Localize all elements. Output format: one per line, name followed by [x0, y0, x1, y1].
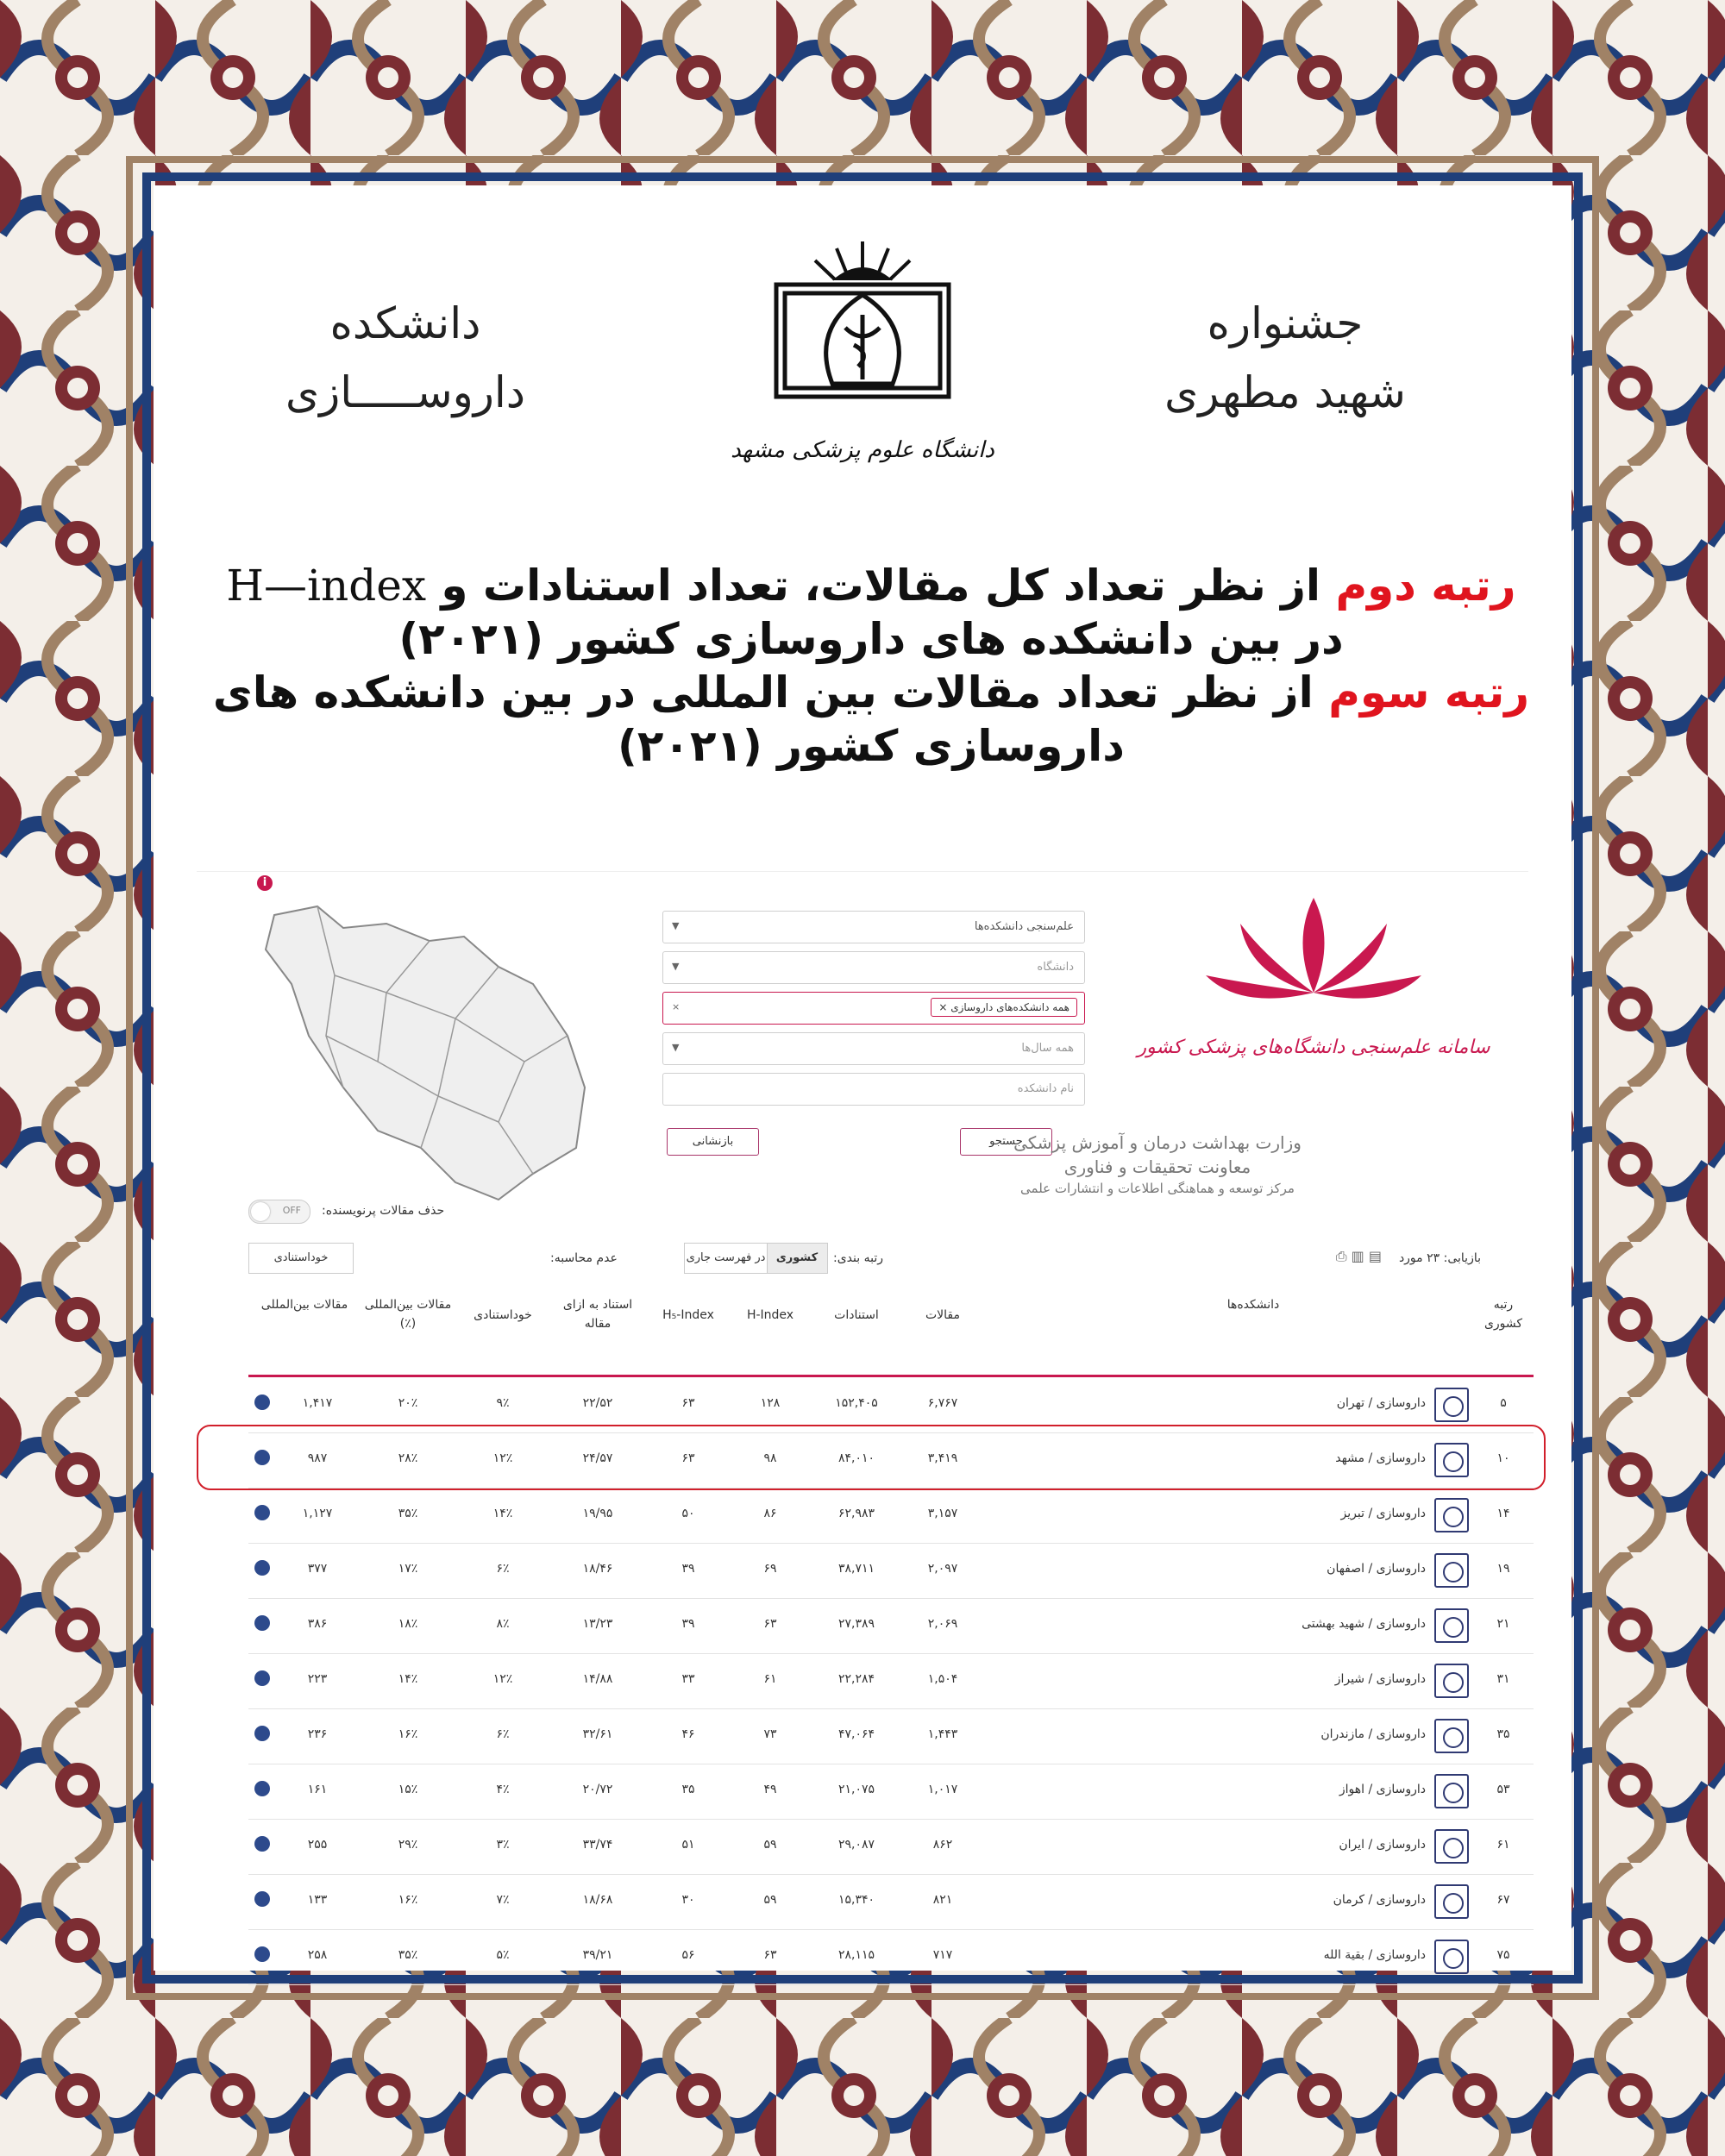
cell-faculty-name[interactable]: داروسازی / تبریز [1340, 1507, 1426, 1520]
rank2-latin: H—index [226, 561, 427, 611]
cell-citations: ۴۷,۰۶۴ [837, 1727, 875, 1741]
cell-citations: ۲۷,۳۸۹ [837, 1617, 875, 1631]
cell-cpa: ۲۴/۵۷ [582, 1451, 613, 1465]
cell-ipct: ۱۵٪ [398, 1783, 418, 1796]
cell-h5: ۳۰ [681, 1893, 695, 1907]
cell-h: ۴۹ [763, 1783, 777, 1796]
cell-faculty-name[interactable]: داروسازی / مشهد [1335, 1451, 1426, 1465]
festival-line2: شهید مطهری [1164, 367, 1406, 417]
headline [198, 559, 1544, 773]
faculty-title [233, 289, 578, 427]
cell-citations: ۶۲,۹۸۳ [837, 1507, 875, 1520]
university-emblem-icon [1434, 1719, 1469, 1753]
cell-cpa: ۳۹/۲۱ [582, 1948, 613, 1962]
faculty-name-placeholder: نام دانشکده [1017, 1082, 1074, 1095]
globe-icon[interactable] [254, 1836, 270, 1852]
cell-h: ۵۹ [763, 1893, 777, 1907]
cell-self: ۶٪ [496, 1727, 510, 1741]
cell-faculty-name[interactable]: داروسازی / ایران [1339, 1838, 1426, 1852]
cell-cpa: ۳۳/۷۴ [582, 1838, 613, 1852]
rank-national-button[interactable]: کشوری [766, 1243, 828, 1274]
cell-cpa: ۳۲/۶۱ [582, 1727, 613, 1741]
cell-intl: ۳۷۷ [307, 1562, 328, 1576]
emblem-mark [1443, 1617, 1464, 1638]
university-emblem-icon [1434, 1553, 1469, 1588]
level-select-value: علم‌سنجی دانشکده‌ها [974, 920, 1074, 933]
cell-ipct: ۱۴٪ [398, 1672, 418, 1686]
cell-ipct: ۱۸٪ [398, 1617, 418, 1631]
ministry-line2: معاونت تحقیقات و فناوری [1063, 1156, 1251, 1177]
th-faculty[interactable]: دانشکده‌ها [1226, 1298, 1280, 1312]
scientometrics-screenshot [197, 871, 1528, 1962]
cell-rank: ۱۹ [1496, 1562, 1510, 1576]
cell-articles: ۸۶۲ [932, 1838, 953, 1852]
cell-h5: ۳۳ [681, 1672, 695, 1686]
th-intl[interactable]: مقالات بین‌المللی [260, 1298, 348, 1312]
toggle-knob [251, 1202, 270, 1221]
table-row[interactable] [248, 1819, 1534, 1875]
rank2-text-b: در بین دانشکده های داروسازی کشور (۲۰۲۱) [398, 614, 1344, 664]
cell-h5: ۵۶ [681, 1948, 695, 1962]
emblem-mark [1443, 1672, 1464, 1693]
cell-self: ۴٪ [496, 1783, 510, 1796]
globe-icon[interactable] [254, 1670, 270, 1686]
ministry-line1: وزارت بهداشت درمان و آموزش پزشکی [1013, 1132, 1302, 1153]
university-select[interactable] [662, 951, 1085, 984]
search-button[interactable]: جستجو [960, 1128, 1052, 1156]
cell-h: ۱۲۸ [760, 1396, 781, 1410]
cell-intl: ۹۸۷ [307, 1451, 328, 1465]
clear-icon[interactable]: × [672, 1001, 681, 1012]
faculty-line1: دانشکده [329, 298, 481, 348]
cell-intl: ۱۳۳ [307, 1893, 328, 1907]
cell-intl: ۲۳۶ [307, 1727, 328, 1741]
cell-h: ۸۶ [763, 1507, 777, 1520]
chevron-down-icon: ▼ [672, 920, 680, 931]
cell-articles: ۳,۴۱۹ [927, 1451, 958, 1465]
emblem-mark [1443, 1507, 1464, 1527]
university-emblem-icon [1434, 1498, 1469, 1532]
cell-rank: ۳۵ [1496, 1727, 1510, 1741]
table-header [248, 1280, 1534, 1377]
cell-ipct: ۱۷٪ [398, 1562, 418, 1576]
cell-self: ۷٪ [496, 1893, 510, 1907]
toggle-state: OFF [282, 1205, 301, 1216]
festival-title [1113, 289, 1458, 427]
cell-ipct: ۳۵٪ [398, 1507, 418, 1520]
cell-intl: ۲۵۵ [307, 1838, 328, 1852]
cell-self: ۸٪ [496, 1617, 510, 1631]
cell-ipct: ۳۵٪ [398, 1948, 418, 1962]
info-icon[interactable]: i [257, 875, 273, 891]
th-hindex[interactable]: H-Index [746, 1308, 794, 1322]
brand-text: سامانه علم‌سنجی دانشگاه‌های پزشکی کشور [1137, 1037, 1490, 1058]
reset-button[interactable]: بازنشانی [667, 1128, 759, 1156]
globe-icon[interactable] [254, 1615, 270, 1631]
th-articles[interactable]: مقالات [925, 1308, 960, 1322]
emblem-mark [1443, 1783, 1464, 1803]
result-count: بازیابی: ۲۳ مورد [1398, 1251, 1481, 1265]
university-logo [731, 233, 994, 492]
logo-caption: دانشگاه علوم پزشکی مشهد [731, 437, 994, 463]
years-select[interactable] [662, 1032, 1085, 1065]
globe-icon[interactable] [254, 1946, 270, 1962]
cell-rank: ۳۱ [1496, 1672, 1510, 1686]
cell-h: ۶۳ [763, 1948, 777, 1962]
cell-citations: ۳۸,۷۱۱ [837, 1562, 875, 1576]
cell-h5: ۵۱ [681, 1838, 695, 1852]
cell-ipct: ۱۶٪ [398, 1893, 418, 1907]
faculty-name-input[interactable] [662, 1073, 1085, 1106]
cell-faculty-name[interactable]: داروسازی / کرمان [1333, 1893, 1426, 1907]
cell-intl: ۱,۴۱۷ [302, 1396, 333, 1410]
cell-h: ۶۳ [763, 1617, 777, 1631]
cell-h5: ۳۹ [681, 1617, 695, 1631]
cell-articles: ۱,۰۱۷ [927, 1783, 958, 1796]
cell-cpa: ۱۸/۴۶ [582, 1562, 613, 1576]
cell-intl: ۲۵۸ [307, 1948, 328, 1962]
cell-cpa: ۱۸/۶۸ [582, 1893, 613, 1907]
cell-articles: ۱,۴۴۳ [927, 1727, 958, 1741]
cell-h5: ۵۰ [681, 1507, 695, 1520]
table-row[interactable] [248, 1929, 1534, 1985]
cell-citations: ۲۲,۲۸۴ [837, 1672, 875, 1686]
rank2-text-a: از نظر تعداد کل مقالات، تعداد استنادات و [426, 561, 1336, 611]
cell-articles: ۸۲۱ [932, 1893, 953, 1907]
cell-h: ۶۹ [763, 1562, 777, 1576]
table-row[interactable] [248, 1488, 1534, 1544]
globe-icon[interactable] [254, 1891, 270, 1907]
globe-icon[interactable] [254, 1726, 270, 1741]
faculty-select[interactable] [662, 992, 1085, 1025]
cell-rank: ۶۷ [1496, 1893, 1510, 1907]
cell-intl: ۱,۱۲۷ [302, 1507, 333, 1520]
th-rank[interactable]: رتبه کشوری [1484, 1298, 1523, 1331]
rank2-line [198, 559, 1544, 666]
emblem-mark [1443, 1838, 1464, 1858]
university-emblem-icon [1434, 1829, 1469, 1864]
table-row[interactable] [248, 1543, 1534, 1599]
cell-h: ۷۳ [763, 1727, 777, 1741]
cell-cpa: ۱۴/۸۸ [582, 1672, 613, 1686]
cell-intl: ۳۸۶ [307, 1617, 328, 1631]
cell-faculty-name[interactable]: داروسازی / تهران [1336, 1396, 1426, 1410]
cell-h5: ۳۹ [681, 1562, 695, 1576]
cell-rank: ۷۵ [1496, 1948, 1510, 1962]
emblem-mark [1443, 1562, 1464, 1583]
university-emblem-icon [1434, 1774, 1469, 1808]
cell-articles: ۲,۰۹۷ [927, 1562, 958, 1576]
cell-articles: ۳,۱۵۷ [927, 1507, 958, 1520]
cell-h5: ۳۵ [681, 1783, 695, 1796]
cell-self: ۹٪ [496, 1396, 510, 1410]
cell-citations: ۲۸,۱۱۵ [837, 1948, 875, 1962]
cell-faculty-name[interactable]: داروسازی / مازندران [1320, 1727, 1426, 1741]
globe-icon[interactable] [254, 1395, 270, 1410]
faculty-chip[interactable]: همه دانشکده‌های داروسازی × [931, 998, 1077, 1017]
cell-self: ۳٪ [496, 1838, 510, 1852]
cell-ipct: ۲۰٪ [398, 1396, 418, 1410]
emblem-mark [1443, 1727, 1464, 1748]
cell-ipct: ۲۸٪ [398, 1451, 418, 1465]
rank2-label: رتبه دوم [1335, 561, 1516, 611]
globe-icon[interactable] [254, 1560, 270, 1576]
th-h5index[interactable]: H₅-Index [662, 1308, 714, 1322]
cell-self: ۱۴٪ [492, 1507, 513, 1520]
cell-faculty-name[interactable]: داروسازی / اهواز [1339, 1783, 1426, 1796]
cell-intl: ۲۲۳ [307, 1672, 328, 1686]
export-icons[interactable]: ▤ ▥ ⎙ [1335, 1248, 1382, 1264]
university-emblem-icon [1434, 1664, 1469, 1698]
rank-by-label: رتبه بندی: [833, 1251, 883, 1265]
cell-faculty-name[interactable]: داروسازی / شهید بهشتی [1302, 1617, 1426, 1631]
th-citations[interactable]: استنادات [834, 1308, 879, 1322]
ministry-block [950, 1131, 1364, 1198]
chevron-down-icon: ▼ [672, 961, 680, 972]
table-row[interactable] [248, 1764, 1534, 1820]
years-select-value: همه سال‌ها [1021, 1042, 1074, 1055]
calc-label: عدم محاسبه: [550, 1251, 618, 1265]
cell-rank: ۱۰ [1496, 1451, 1510, 1465]
cell-ipct: ۲۹٪ [398, 1838, 418, 1852]
ministry-line3: مرکز توسعه و هماهنگی اطلاعات و انتشارات علمی [1020, 1181, 1295, 1196]
iran-map[interactable] [240, 889, 611, 1208]
cell-rank: ۵ [1500, 1396, 1507, 1410]
university-emblem-icon [1434, 1884, 1469, 1919]
cell-articles: ۷۱۷ [932, 1948, 953, 1962]
cell-citations: ۱۵,۳۴۰ [837, 1893, 875, 1907]
cell-faculty-name[interactable]: داروسازی / بقیة الله [1323, 1948, 1426, 1962]
cell-rank: ۶۱ [1496, 1838, 1510, 1852]
table-row[interactable] [248, 1708, 1534, 1764]
cell-citations: ۸۴,۰۱۰ [837, 1451, 875, 1465]
globe-icon[interactable] [254, 1781, 270, 1796]
table-row[interactable] [248, 1598, 1534, 1654]
cell-faculty-name[interactable]: داروسازی / شیراز [1334, 1672, 1426, 1686]
lotus-logo [1137, 881, 1490, 1105]
cell-self: ۱۲٪ [492, 1451, 513, 1465]
university-select-placeholder: دانشگاه [1037, 961, 1074, 974]
table-row[interactable] [248, 1874, 1534, 1930]
cell-h5: ۶۳ [681, 1396, 695, 1410]
emblem-mark [1443, 1948, 1464, 1969]
cell-intl: ۱۶۱ [307, 1783, 328, 1796]
rank3-label: رتبه سوم [1328, 667, 1530, 718]
cell-rank: ۵۳ [1496, 1783, 1510, 1796]
cell-h5: ۴۶ [681, 1727, 695, 1741]
cell-cpa: ۲۰/۷۲ [582, 1783, 613, 1796]
table-row[interactable] [248, 1653, 1534, 1709]
cell-h5: ۶۳ [681, 1451, 695, 1465]
cell-self: ۱۲٪ [492, 1672, 513, 1686]
th-cpa[interactable]: استناد به ازای مقاله [562, 1298, 633, 1331]
cell-articles: ۲,۰۶۹ [927, 1617, 958, 1631]
mashhad-highlight [197, 1425, 1546, 1490]
cell-faculty-name[interactable]: داروسازی / اصفهان [1327, 1562, 1426, 1576]
faculty-line2: داروســـــازی [285, 367, 526, 417]
cell-articles: ۱,۵۰۴ [927, 1672, 958, 1686]
cell-self: ۶٪ [496, 1562, 510, 1576]
university-emblem-icon [1434, 1608, 1469, 1643]
cell-ipct: ۱۶٪ [398, 1727, 418, 1741]
cell-rank: ۲۱ [1496, 1617, 1510, 1631]
cell-self: ۵٪ [496, 1948, 510, 1962]
chevron-down-icon: ▼ [672, 1042, 680, 1053]
cell-h: ۶۱ [763, 1672, 777, 1686]
globe-icon[interactable] [254, 1505, 270, 1520]
th-self[interactable]: خوداستنادی [474, 1308, 532, 1322]
level-select[interactable] [662, 911, 1085, 943]
cell-cpa: ۲۲/۵۲ [582, 1396, 613, 1410]
cell-citations: ۲۹,۰۸۷ [837, 1838, 875, 1852]
faculty-chip-label: همه دانشکده‌های داروسازی [950, 1001, 1070, 1013]
cell-articles: ۶,۷۶۷ [927, 1396, 958, 1410]
emblem-mark [1443, 1396, 1464, 1417]
emblem-mark [1443, 1893, 1464, 1914]
cell-cpa: ۱۹/۹۵ [582, 1507, 613, 1520]
cell-citations: ۲۱,۰۷۵ [837, 1783, 875, 1796]
cell-h: ۹۸ [763, 1451, 777, 1465]
remove-multiauthor-toggle[interactable] [248, 1200, 310, 1224]
cell-cpa: ۱۳/۲۳ [582, 1617, 613, 1631]
university-emblem-icon [1434, 1388, 1469, 1422]
rank3-line [198, 666, 1544, 773]
university-emblem-icon [1434, 1940, 1469, 1974]
festival-line1: جشنواره [1207, 298, 1364, 348]
remove-multiauthor-label: حذف مقالات پرنویسنده: [322, 1204, 445, 1218]
self-citation-button[interactable]: خوداستنادی [248, 1243, 354, 1274]
cell-h: ۵۹ [763, 1838, 777, 1852]
rank-current-button[interactable]: در فهرست جاری [684, 1243, 768, 1274]
cell-rank: ۱۴ [1496, 1507, 1510, 1520]
cell-citations: ۱۵۲,۴۰۵ [835, 1396, 878, 1410]
rank3-text: از نظر تعداد مقالات بین المللی در بین دانشکده های داروسازی کشور (۲۰۲۱) [212, 667, 1329, 771]
th-intl-pct[interactable]: مقالات بین‌المللی (٪) [364, 1298, 452, 1331]
